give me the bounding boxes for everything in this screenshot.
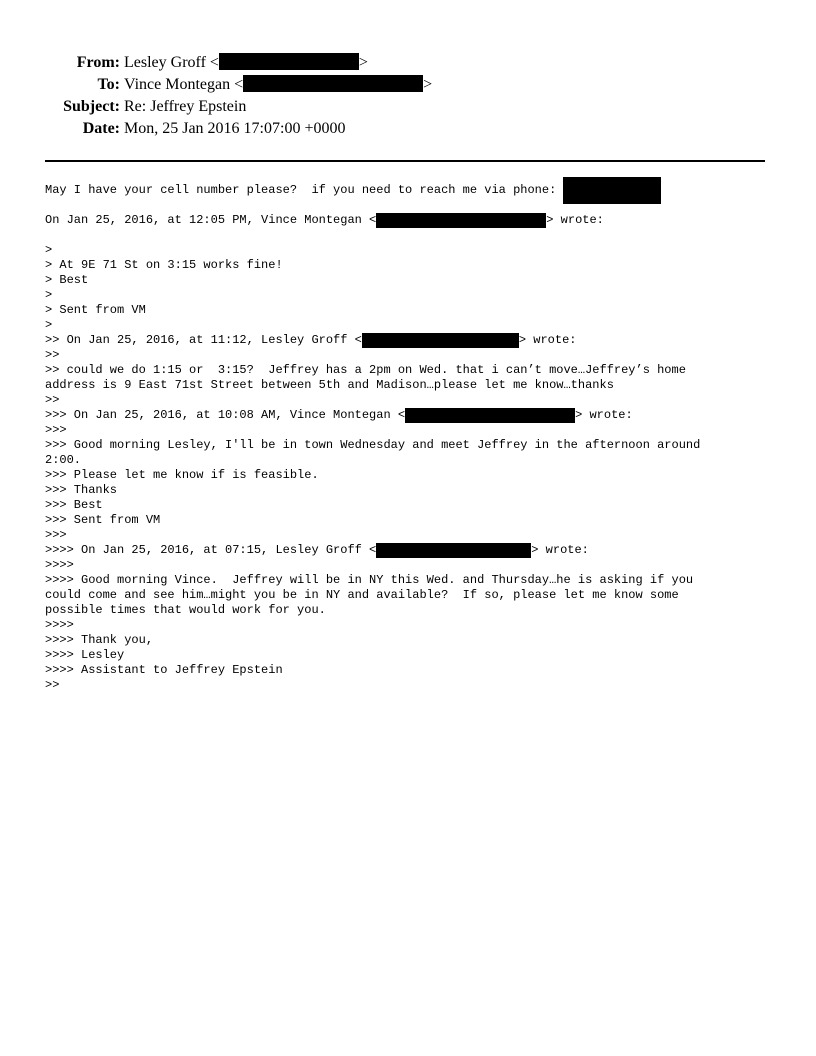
- body-line: [45, 333, 775, 348]
- to-value: [124, 74, 432, 96]
- body-line: >>> Good morning Lesley, I'll be in town Wednesday and meet Jeffrey in the afternoon around: [45, 438, 701, 452]
- body-line: > Sent from VM: [45, 303, 146, 317]
- body-line: [45, 543, 775, 558]
- body-line: >>>: [45, 423, 67, 437]
- from-close: >: [358, 54, 368, 71]
- quote-intro-end: > wrote:: [518, 333, 577, 347]
- redaction-block: [405, 408, 575, 423]
- body-line: >>: [45, 678, 60, 692]
- date-row: [0, 118, 816, 140]
- body-line: >: [45, 318, 53, 332]
- to-name: Vince Montegan <: [124, 76, 244, 93]
- body-line: [45, 408, 775, 423]
- body-line: possible times that would work for you.: [45, 603, 326, 617]
- redaction-block: [243, 75, 423, 92]
- from-value: [124, 52, 368, 74]
- to-label: To:: [97, 76, 120, 93]
- body-line: >>>> Good morning Vince. Jeffrey will be in NY this Wed. and Thursday…he is asking if you: [45, 573, 694, 587]
- quote-intro-end: > wrote:: [575, 408, 633, 422]
- body-line: [45, 213, 775, 228]
- reply-intro-text: On Jan 25, 2016, at 12:05 PM, Vince Montegan <: [45, 213, 377, 227]
- body-line: >>>> Lesley: [45, 648, 125, 662]
- email-body: [45, 183, 775, 693]
- body-line: >>> Please let me know if is feasible.: [45, 468, 319, 482]
- body-line: >>>>: [45, 618, 74, 632]
- body-line: >>: [45, 393, 60, 407]
- header-divider: [45, 160, 765, 162]
- body-line: >>>> Thank you,: [45, 633, 154, 647]
- subject-label: Subject:: [63, 98, 120, 115]
- redaction-block: [563, 177, 661, 204]
- body-line: >>> Thanks: [45, 483, 118, 497]
- body-line: >> could we do 1:15 or 3:15? Jeffrey has a 2pm on Wed. that i can’t move…Jeffrey’s home: [45, 363, 686, 377]
- date-label: Date:: [82, 120, 120, 137]
- body-line: address is 9 East 71st Street between 5th and Madison…please let me know…thanks: [45, 378, 614, 392]
- email-header: [0, 52, 816, 140]
- body-line: [45, 183, 775, 198]
- from-label: From:: [76, 54, 120, 71]
- quote-intro-text: >>>> On Jan 25, 2016, at 07:15, Lesley Groff <: [45, 543, 377, 557]
- body-line: >: [45, 288, 53, 302]
- body-line: >: [45, 243, 53, 257]
- subject-value: Re: Jeffrey Epstein: [124, 98, 247, 115]
- cell-request-text: May I have your cell number please? if you need to reach me via phone:: [45, 183, 564, 197]
- body-line: >>> Sent from VM: [45, 513, 161, 527]
- body-line: >>> Best: [45, 498, 103, 512]
- spacer: [45, 228, 775, 243]
- body-line: could come and see him…might you be in NY and available? If so, please let me know some: [45, 588, 679, 602]
- body-line: 2:00.: [45, 453, 82, 467]
- quote-intro-text: >>> On Jan 25, 2016, at 10:08 AM, Vince Montegan <: [45, 408, 406, 422]
- date-value: Mon, 25 Jan 2016 17:07:00 +0000: [124, 120, 346, 137]
- subject-row: [0, 96, 816, 118]
- spacer: [45, 198, 775, 213]
- body-line: >>>: [45, 528, 67, 542]
- to-row: [0, 74, 816, 96]
- body-line: >>>>: [45, 558, 74, 572]
- body-line: >>: [45, 348, 60, 362]
- quote-intro-text: >> On Jan 25, 2016, at 11:12, Lesley Groff <: [45, 333, 362, 347]
- quote-intro-end: > wrote:: [531, 543, 589, 557]
- body-line: >>>> Assistant to Jeffrey Epstein: [45, 663, 283, 677]
- redaction-block: [376, 543, 531, 558]
- redaction-block: [362, 333, 519, 348]
- redaction-block: [219, 53, 359, 70]
- to-close: >: [423, 76, 433, 93]
- body-line: > At 9E 71 St on 3:15 works fine!: [45, 258, 283, 272]
- reply-intro-end: > wrote:: [546, 213, 604, 227]
- body-line: > Best: [45, 273, 89, 287]
- from-row: [0, 52, 816, 74]
- from-name: Lesley Groff <: [124, 54, 219, 71]
- redaction-block: [376, 213, 546, 228]
